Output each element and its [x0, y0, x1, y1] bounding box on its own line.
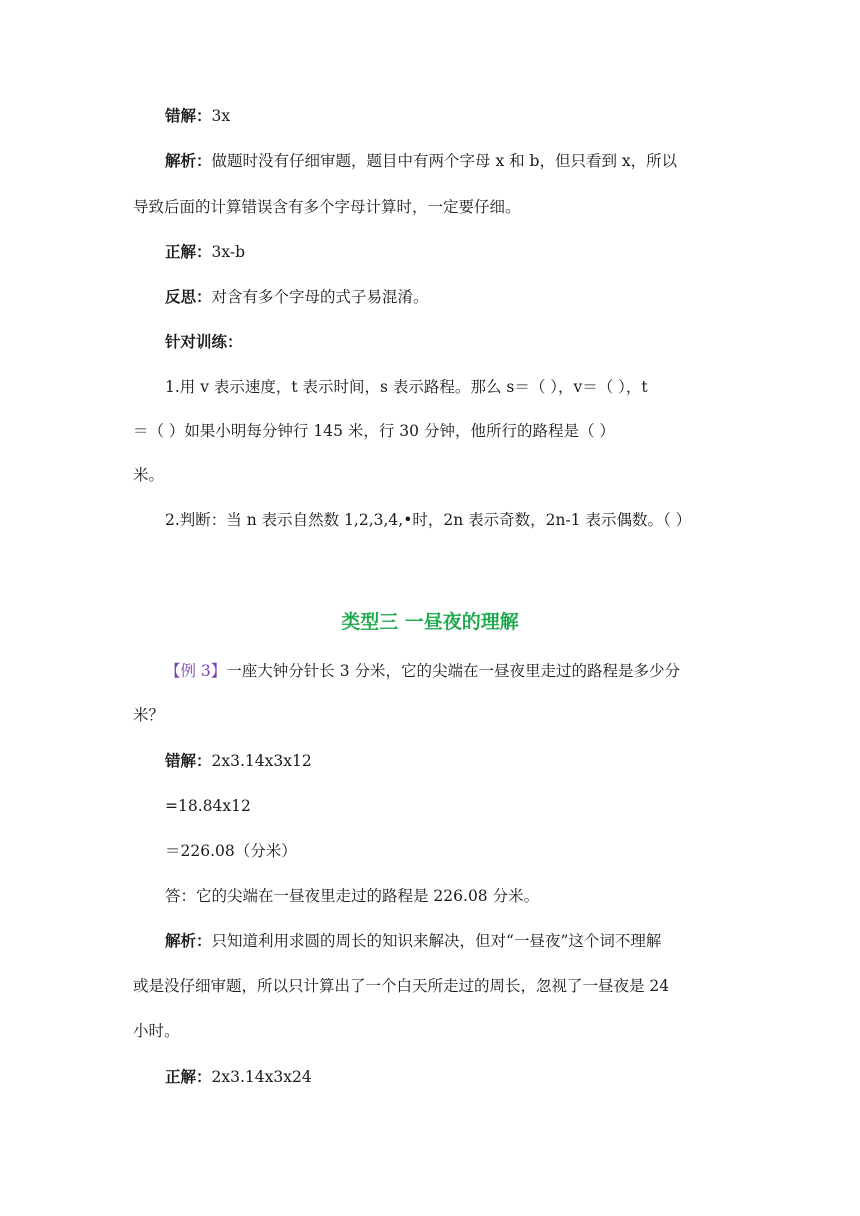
example-line-2: 米？ [133, 706, 165, 724]
analysis-text: 做题时没有仔细审题，题目中有两个字母 x 和 b，但只看到 x，所以 [211, 152, 678, 170]
correct-solution-value: 3x-b [211, 243, 246, 261]
wrong-solution-label: 错解： [165, 751, 212, 770]
correct-solution-line-3 [165, 1067, 312, 1087]
wrong-step-2: =18.84x12 [165, 797, 251, 815]
question-1-line-3: 米。 [133, 466, 165, 484]
example-text: 一座大钟分针长 3 分米，它的尖端在一昼夜里走过的路程是多少分 [226, 662, 681, 680]
question-1-line-1: 1.用 v 表示速度，t 表示时间，s 表示路程。那么 s＝（ ），v＝（ ），t [165, 378, 648, 396]
question-1-line-2: ＝（ ）如果小明每分钟行 145 米，行 30 分钟，他所行的路程是（ ） [133, 422, 615, 440]
analysis-line-3c: 小时。 [133, 1022, 180, 1040]
analysis-line-2a [165, 151, 677, 171]
question-2: 2.判断：当 n 表示自然数 1,2,3,4,•时，2n 表示奇数，2n-1 表示偶数。（ ） [165, 511, 692, 529]
wrong-solution-label: 错解： [165, 106, 212, 125]
correct-solution-label: 正解： [165, 1067, 212, 1086]
analysis-line-2b: 导致后面的计算错误含有多个字母计算时，一定要仔细。 [133, 198, 521, 216]
analysis-line-3b: 或是没仔细审题，所以只计算出了一个白天所走过的周长，忽视了一昼夜是 24 [133, 977, 670, 995]
analysis-label: 解析： [165, 151, 212, 170]
correct-solution-value: 2x3.14x3x24 [211, 1068, 312, 1086]
analysis-line-3a [165, 931, 661, 951]
section-heading: 类型三 一昼夜的理解 [341, 611, 519, 633]
correct-solution-label: 正解： [165, 242, 212, 261]
wrong-step-1: 2x3.14x3x12 [211, 752, 312, 770]
practice-label: 针对训练： [165, 332, 243, 351]
answer-line: 答：它的尖端在一昼夜里走过的路程是 226.08 分米。 [165, 887, 540, 905]
wrong-step-3: ＝226.08（分米） [165, 842, 297, 860]
analysis-label: 解析： [165, 931, 212, 950]
reflection-line [165, 287, 429, 307]
wrong-solution-line-3 [165, 751, 312, 771]
example-tag: 【例 3】 [165, 662, 227, 680]
reflection-label: 反思： [165, 287, 212, 306]
correct-solution-line-2 [165, 242, 245, 262]
wrong-solution-line-2 [165, 106, 230, 126]
analysis-text: 只知道利用求圆的周长的知识来解决，但对“一昼夜”这个词不理解 [211, 932, 662, 950]
example-line-1 [165, 661, 680, 681]
reflection-text: 对含有多个字母的式子易混淆。 [211, 288, 429, 306]
wrong-solution-value: 3x [211, 107, 231, 125]
